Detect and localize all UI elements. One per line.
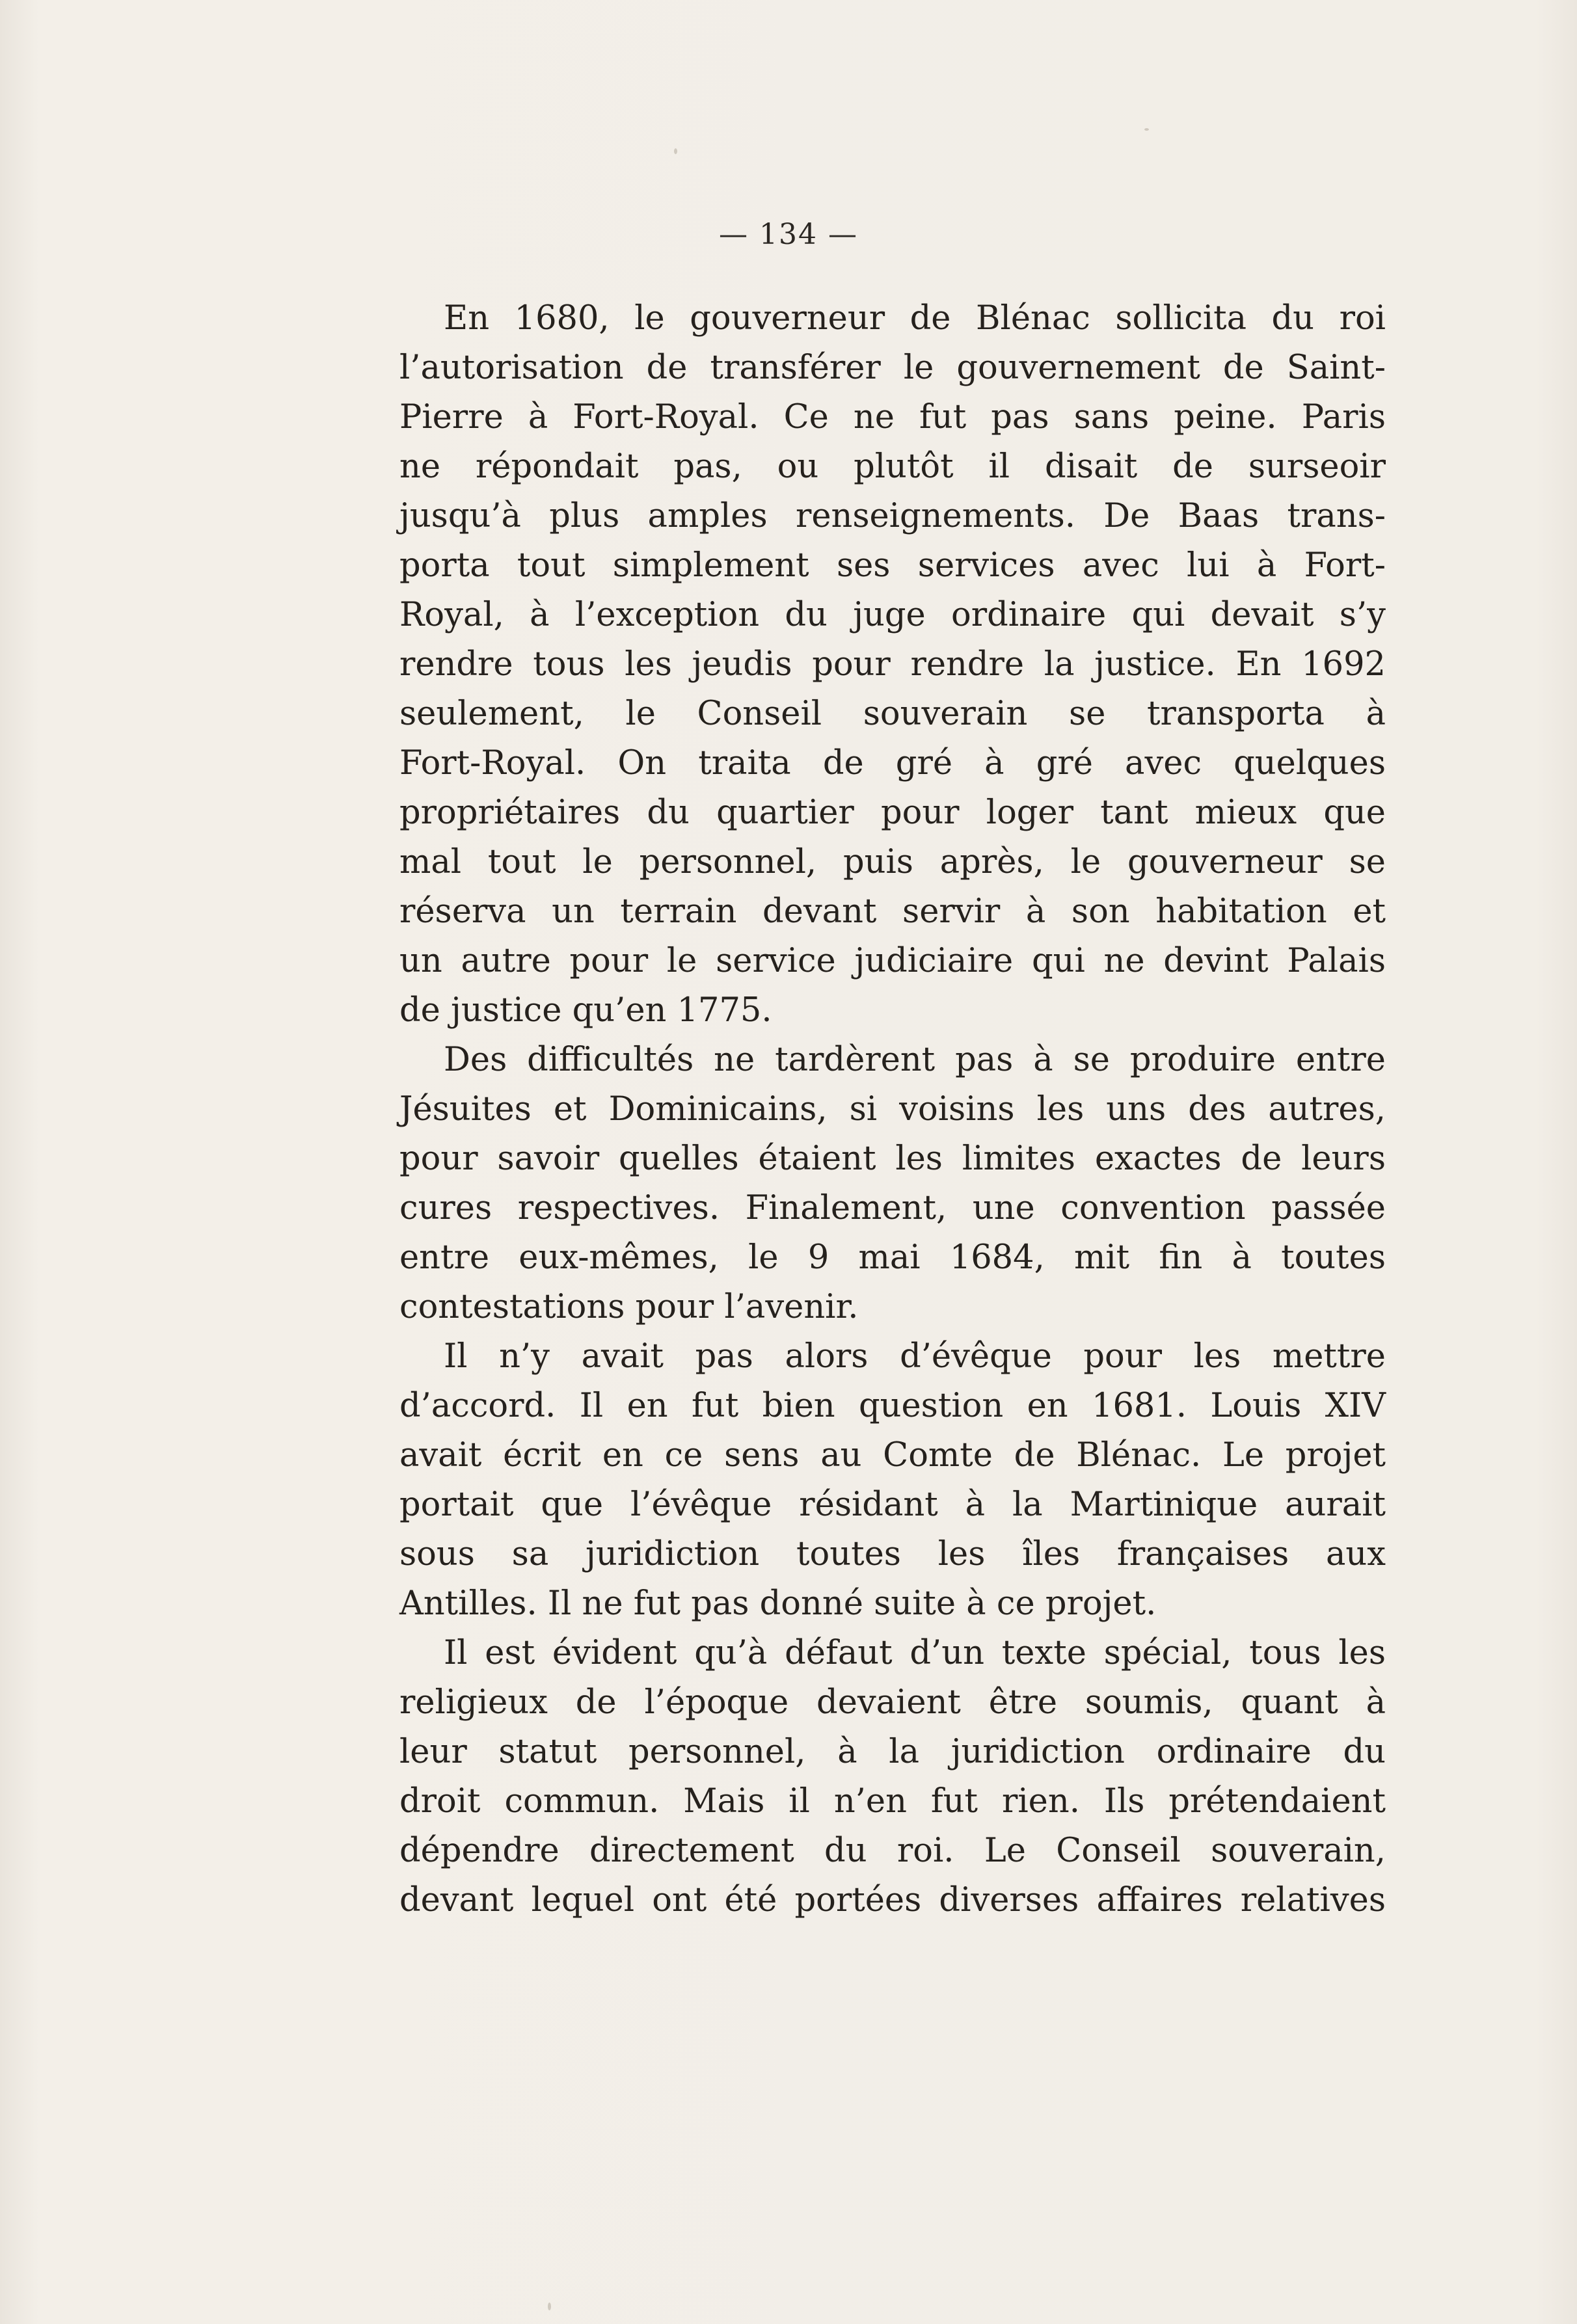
text-line: pour savoir quelles étaient les limites exactes de leurs (399, 1140, 1386, 1178)
text-line: Des difficultés ne tardèrent pas à se produire entre (444, 1041, 1386, 1079)
text-line: leur statut personnel, à la juridiction ordinaire du (399, 1733, 1386, 1771)
paragraph-3 (399, 1332, 1386, 1629)
text-line: entre eux-mêmes, le 9 mai 1684, mit fin à toutes (399, 1238, 1386, 1277)
page-number: — 134 — (719, 218, 858, 251)
text-line: Antilles. Il ne fut pas donné suite à ce projet. (399, 1584, 1157, 1623)
text-line: devant lequel ont été portées diverses affaires relatives (399, 1881, 1386, 1919)
text-line: l’autorisation de transférer le gouvernement de Saint- (399, 349, 1386, 387)
text-line: Pierre à Fort-Royal. Ce ne fut pas sans peine. Paris (399, 398, 1386, 436)
text-line: porta tout simplement ses services avec lui à Fort- (399, 546, 1386, 585)
text-line: de justice qu’en 1775. (399, 991, 772, 1030)
paper-speck (674, 148, 677, 154)
text-line: cures respectives. Finalement, une convention passée (399, 1189, 1386, 1227)
text-line: En 1680, le gouverneur de Blénac sollicita du roi (444, 299, 1386, 338)
text-line: Jésuites et Dominicains, si voisins les uns des autres, (399, 1090, 1386, 1129)
text-line: ne répondait pas, ou plutôt il disait de surseoir (399, 447, 1386, 486)
paper-speck (1144, 128, 1149, 131)
text-line: propriétaires du quartier pour loger tant mieux que (399, 794, 1386, 832)
text-line: dépendre directement du roi. Le Conseil souverain, (399, 1832, 1386, 1870)
text-line: jusqu’à plus amples renseignements. De Baas trans- (399, 497, 1386, 535)
text-line: Il n’y avait pas alors d’évêque pour les mettre (444, 1337, 1386, 1376)
body-text (399, 294, 1386, 1925)
text-line: contestations pour l’avenir. (399, 1288, 859, 1326)
paragraph-4 (399, 1629, 1386, 1925)
text-line: avait écrit en ce sens au Comte de Blénac. Le projet (399, 1436, 1386, 1475)
text-line: portait que l’évêque résidant à la Martinique aurait (399, 1486, 1386, 1524)
text-line: droit commun. Mais il n’en fut rien. Ils prétendaient (399, 1782, 1386, 1821)
text-line: Fort-Royal. On traita de gré à gré avec quelques (399, 744, 1386, 782)
text-line: un autre pour le service judiciaire qui ne devint Palais (399, 942, 1386, 980)
text-line: mal tout le personnel, puis après, le gouverneur se (399, 843, 1386, 881)
paper-speck (548, 2303, 551, 2310)
text-line: réserva un terrain devant servir à son habitation et (399, 892, 1386, 931)
paragraph-2 (399, 1035, 1386, 1332)
text-line: Royal, à l’exception du juge ordinaire qui devait s’y (399, 596, 1386, 634)
text-line: religieux de l’époque devaient être soumis, quant à (399, 1683, 1386, 1722)
text-line: sous sa juridiction toutes les îles françaises aux (399, 1535, 1386, 1573)
text-line: seulement, le Conseil souverain se transporta à (399, 695, 1386, 733)
paragraph-1 (399, 294, 1386, 1035)
text-line: d’accord. Il en fut bien question en 1681. Louis XIV (399, 1387, 1386, 1425)
text-line: Il est évident qu’à défaut d’un texte spécial, tous les (444, 1634, 1386, 1672)
text-line: rendre tous les jeudis pour rendre la justice. En 1692 (399, 645, 1386, 684)
